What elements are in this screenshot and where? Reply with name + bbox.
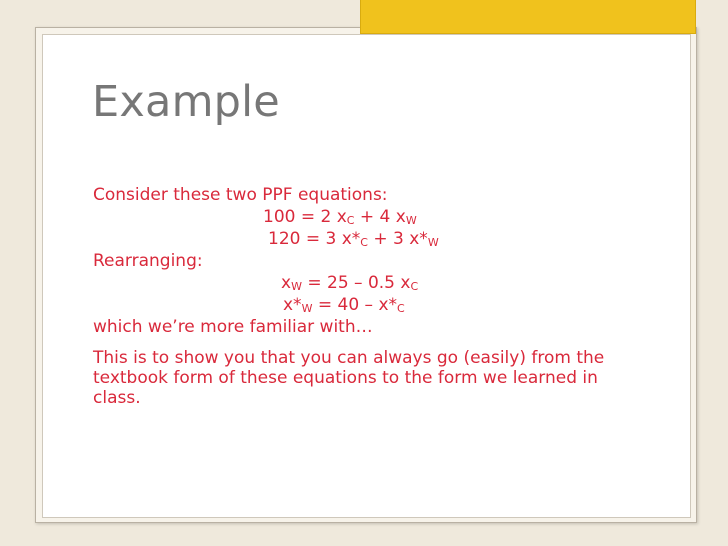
rearranged-2-part-a: x* [283, 295, 302, 315]
equation-1-sub-b: W [405, 214, 417, 227]
rearranged-1-part-a: x [281, 273, 292, 293]
equation-line-1 [93, 206, 683, 228]
rearranged-2-sub-b: C [397, 302, 405, 315]
slide-body [93, 184, 683, 408]
equation-1-part-a: 100 = 2 x [263, 207, 347, 227]
slide-title: Example [92, 77, 280, 127]
equation-2-sub-a: C [360, 236, 368, 249]
intro-line: Consider these two PPF equations: [93, 185, 388, 205]
familiar-line: which we’re more familiar with… [93, 317, 373, 337]
equation-1-sub-a: C [346, 214, 355, 227]
rearranged-1-part-b: = 25 – 0.5 x [301, 273, 411, 293]
equation-2-part-a: 120 = 3 x* [268, 229, 361, 249]
rearranged-equation-line-1 [93, 272, 683, 294]
equation-2-part-b: + 3 x* [367, 229, 428, 249]
rearranging-label: Rearranging: [93, 251, 203, 271]
paragraph-gap [93, 338, 683, 348]
accent-bar [360, 0, 696, 34]
rearranged-equation-line-2 [93, 294, 683, 316]
equation-2-sub-b: W [427, 236, 439, 249]
conclusion-paragraph: This is to show you that you can always go (easily) from the textbook form of these equations to the form we learned in class. [93, 348, 605, 408]
rearranged-1-sub-b: C [410, 280, 419, 293]
rearranged-1-sub-a: W [291, 280, 302, 293]
equation-1-part-b: + 4 x [354, 207, 406, 227]
equation-line-2 [93, 228, 683, 250]
rearranged-2-sub-a: W [301, 302, 313, 315]
rearranged-2-part-b: = 40 – x* [312, 295, 398, 315]
